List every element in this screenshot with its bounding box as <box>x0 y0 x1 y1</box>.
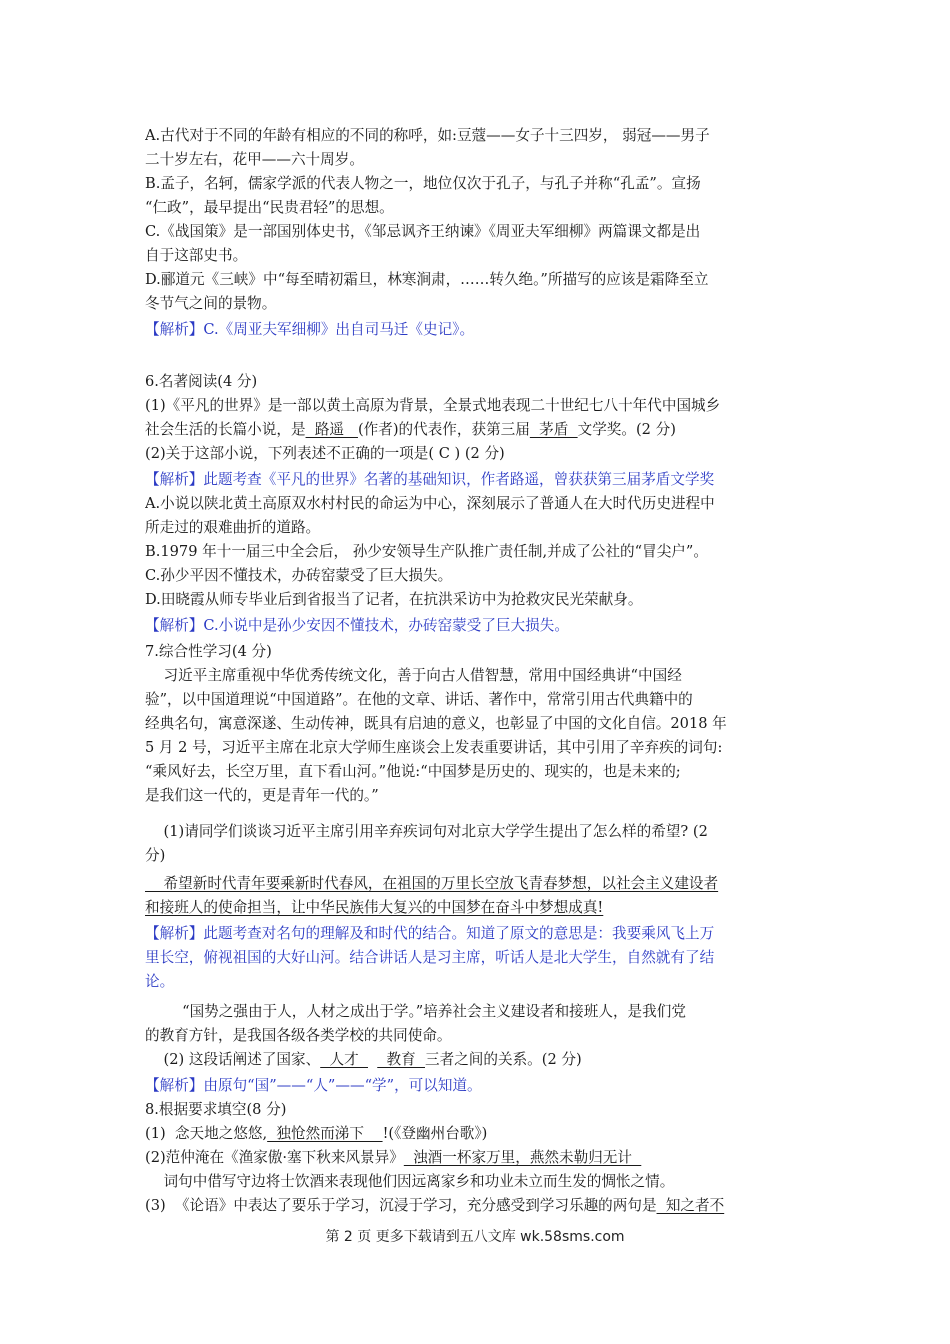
q8-answer2: 浊酒一杯家万里，燕然未勒归无计 <box>403 1149 642 1166</box>
q7-question2-sep <box>368 1051 377 1068</box>
q6-part1-line1: (1)《平凡的世界》是一部以黄土高原为背景，全景式地表现二十世纪七八十年代中国城乡 <box>145 397 721 414</box>
q6-option-a-line1: A.小说以陕北黄土高原双水村村民的命运为中心，深刻展示了普通人在大时代历史进程中 <box>145 495 715 512</box>
q7-question1-line1: (1)请同学们谈谈习近平主席引用辛弃疾词句对北京大学学生提出了怎么样的希望? (2 <box>145 823 708 840</box>
q7-paragraph-line: 习近平主席重视中华优秀传统文化，善于向古人借智慧，常用中国经典讲“中国经 <box>145 667 682 684</box>
q5-analysis: 【解析】C.《周亚夫军细柳》出自司马迁《史记》。 <box>145 321 475 338</box>
q8-title: 8.根据要求填空(8 分) <box>145 1101 287 1118</box>
q8-item3-pre: (3) 《论语》中表达了要乐于学习，沉浸于学习，充分感受到学习乐趣的两句是 <box>145 1197 657 1214</box>
q5-option-c-line1: C.《战国策》是一部国别体史书，《邹忌讽齐王纳谏》《周亚夫军细柳》两篇课文都是出 <box>145 223 701 240</box>
q7-analysis1-line: 里长空，俯视祖国的大好山河。结合讲话人是习主席，听话人是北大学生，自然就有了结 <box>145 949 715 966</box>
q7-answer-talent: 人才 <box>320 1051 368 1068</box>
page-footer: 第 2 页 更多下载请到五八文库 wk.58sms.com <box>325 1229 625 1245</box>
q7-answer1-line2: 和接班人的使命担当，让中华民族伟大复兴的中国梦在奋斗中梦想成真! <box>145 899 604 916</box>
q5-option-b-line2: “仁政”，最早提出“民贵君轻”的思想。 <box>145 199 394 216</box>
q7-analysis-2: 【解析】由原句“国”——“人”——“学”，可以知道。 <box>145 1077 482 1094</box>
q5-option-a-line2: 二十岁左右，花甲——六十周岁。 <box>145 151 364 168</box>
q5-option-b-line1: B.孟子，名轲，儒家学派的代表人物之一，地位仅次于孔子，与孔子并称“孔孟”。宣扬 <box>145 175 701 192</box>
q8-item2 <box>145 1146 810 1170</box>
q7-title: 7.综合性学习(4 分) <box>145 643 272 660</box>
q7-question2-pre: (2) 这段话阐述了国家、 <box>145 1051 321 1068</box>
q6-option-d: D.田晓霞从师专毕业后到省报当了记者，在抗洪采访中为抢救灾民光荣献身。 <box>145 591 643 608</box>
q6-part2-question: (2)关于这部小说，下列表述不正确的一项是( C ) (2 分) <box>145 445 505 462</box>
q8-item1 <box>145 1122 810 1146</box>
q5-option-d-line2: 冬节气之间的景物。 <box>145 295 277 312</box>
q8-answer1: 独怆然而涕下 <box>267 1125 383 1142</box>
q7-question2 <box>145 1048 810 1072</box>
q7-paragraph-line: 5 月 2 号，习近平主席在北京大学师生座谈会上发表重要讲话，其中引用了辛弃疾的词句: <box>145 739 723 756</box>
q7-paragraph-line: 经典名句，寓意深遂、生动传神，既具有启迪的意义，也彰显了中国的文化自信。2018 年 <box>145 715 727 732</box>
q7-paragraph-line: “乘风好去，长空万里，直下看山河。”他说:“中国梦是历史的、现实的，也是未来的; <box>145 763 681 780</box>
q7-question1-line2: 分) <box>145 847 166 864</box>
q7-paragraph2-line1: “国势之强由于人，人材之成出于学。”培养社会主义建设者和接班人，是我们党 <box>145 1003 686 1020</box>
q6-analysis-2: 【解析】C.小说中是孙少安因不懂技术，办砖窑蒙受了巨大损失。 <box>145 617 569 634</box>
q6-title: 6.名著阅读(4 分) <box>145 373 258 390</box>
q5-option-d-line1: D.郦道元《三峡》中“每至晴初霜旦，林寒涧肃，……转久绝。”所描写的应该是霜降至立 <box>145 271 709 288</box>
q8-item3 <box>145 1194 810 1218</box>
q7-paragraph2-line2: 的教育方针，是我国各级各类学校的共同使命。 <box>145 1027 452 1044</box>
q5-option-a-line1: A.古代对于不同的年龄有相应的不同的称呼，如:豆蔻——女子十三四岁， 弱冠——男子 <box>145 127 710 144</box>
q7-answer-education: 教育 <box>377 1051 425 1068</box>
q6-answer-award: 茅盾 <box>529 421 578 438</box>
q6-option-c: C.孙少平因不懂技术，办砖窑蒙受了巨大损失。 <box>145 567 453 584</box>
q6-option-a-line2: 所走过的艰难曲折的道路。 <box>145 519 321 536</box>
q8-answer3: 知之者不 <box>656 1197 725 1214</box>
q7-paragraph-line: 是我们这一代的，更是青年一代的。” <box>145 787 379 804</box>
q6-part1-text-pre: 社会生活的长篇小说，是 <box>145 421 306 438</box>
q7-analysis1-line: 论。 <box>145 973 175 990</box>
q5-option-c-line2: 自于这部史书。 <box>145 247 248 264</box>
q7-answer1-line1: 希望新时代青年要乘新时代春风，在祖国的万里长空放飞青春梦想，以社会主义建设者 <box>145 875 719 892</box>
q6-part1-line2 <box>145 418 810 442</box>
q6-answer-author: 路遥 <box>305 421 358 438</box>
q8-item1-post: !(《登幽州台歌》) <box>382 1125 488 1142</box>
q8-item2-continuation: 词句中借写守边将士饮酒来表现他们因远离家乡和功业未立而生发的惆怅之情。 <box>145 1173 675 1190</box>
q6-part1-text-post: 文学奖。(2 分) <box>577 421 676 438</box>
q7-question2-post: 三者之间的关系。(2 分) <box>425 1051 582 1068</box>
q6-option-b: B.1979 年十一届三中全会后， 孙少安领导生产队推广责任制,并成了公社的“冒尖户”。 <box>145 543 708 560</box>
q7-analysis1-line: 【解析】此题考查对名句的理解及和时代的结合。知道了原文的意思是：我要乘风飞上万 <box>145 925 715 942</box>
q8-item2-pre: (2)范仲淹在《渔家傲·塞下秋来风景异》 <box>145 1149 404 1166</box>
q6-part1-text-mid: (作者)的代表作，获第三届 <box>357 421 530 438</box>
q7-paragraph-line: 验”，以中国道理说“中国道路”。在他的文章、讲话、著作中，常常引用古代典籍中的 <box>145 691 693 708</box>
q6-analysis-1: 【解析】此题考查《平凡的世界》名著的基础知识，作者路遥，曾获获第三届茅盾文学奖 <box>145 471 715 488</box>
q8-item1-pre: (1) 念天地之悠悠, <box>145 1125 268 1142</box>
